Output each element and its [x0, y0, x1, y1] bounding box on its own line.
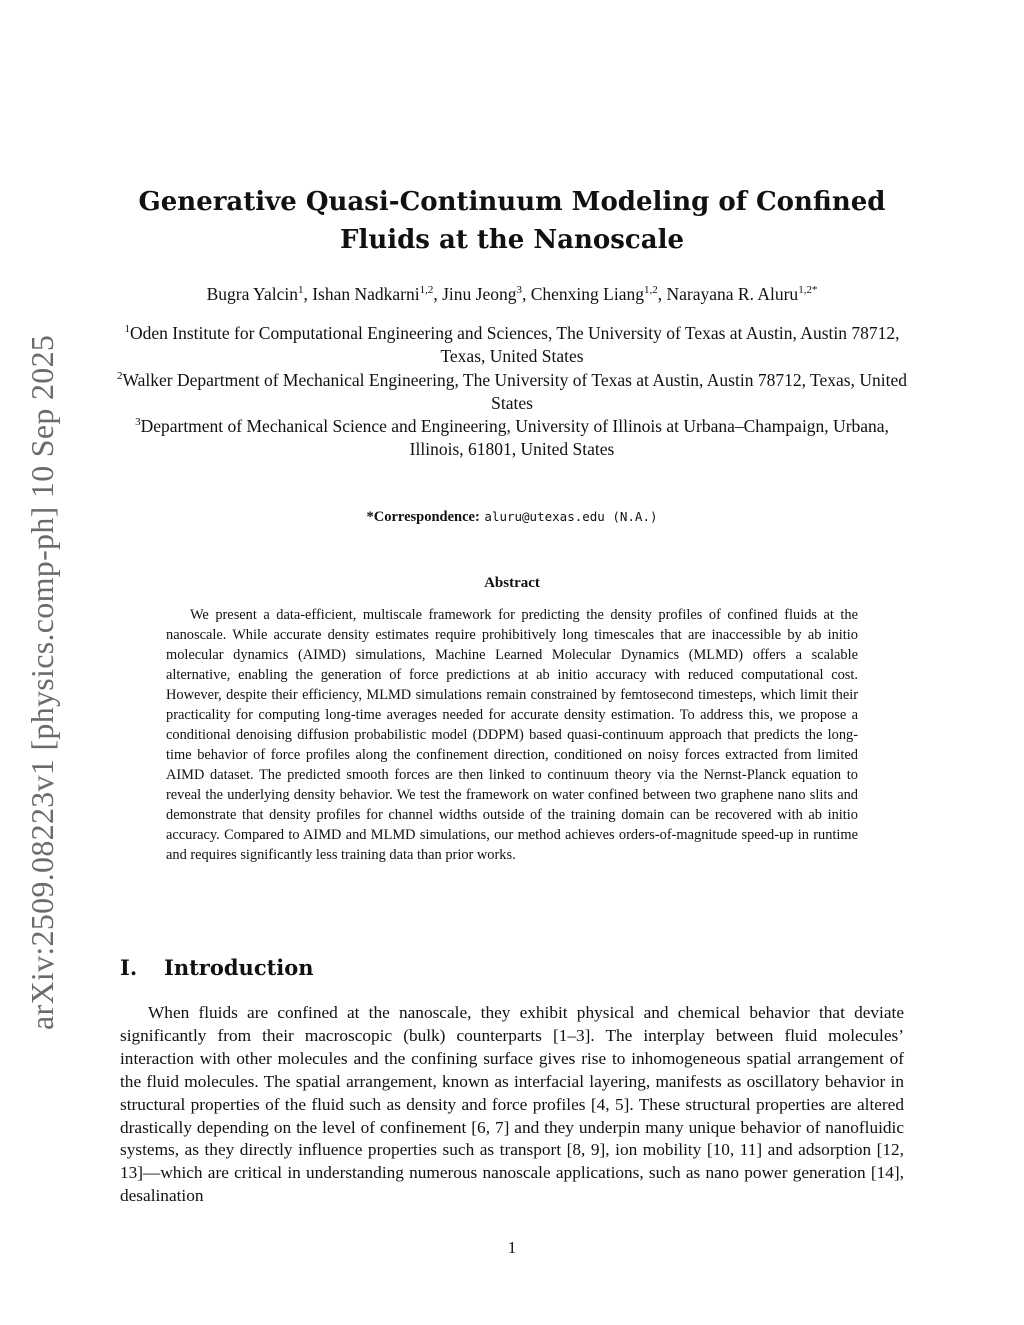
author-affiliation-mark: 3	[516, 284, 522, 297]
abstract-heading: Abstract	[484, 575, 540, 591]
introduction-text: When fluids are confined at the nanoscale, they exhibit physical and chemical behavior that deviate significantly from their macroscopic (bulk) counterparts [1–3]. The interplay between fluid molecules’ interaction with other molecules and the confining surface gives rise to inhomogeneous spatial arrangement of the fluid molecules. The spatial arrangement, known as interfacial layering, manifests as oscillatory behavior in structural properties of the fluid such as density and force profiles [4, 5]. These structural properties are altered drastically depending on the level of confinement [6, 7] and they underpin many unique behavior of nanofluidic systems, as they directly influence properties such as transport [8, 9], ion mobility [10, 11] and adsorption [12, 13]—which are critical in understanding numerous nanoscale applications, such as nano power generation [14], desalination	[120, 1003, 904, 1206]
section-number: I.	[120, 955, 138, 980]
title-line-2: Fluids at the Nanoscale	[340, 225, 684, 255]
page-number: 1	[507, 1238, 517, 1257]
affiliation-item	[115, 415, 909, 462]
arxiv-identifier: arXiv:2509.08223v1 [physics.comp-ph] 10 Sep 2025	[24, 334, 60, 1030]
author-name: Narayana R. Aluru	[666, 284, 799, 304]
author-list: Bugra Yalcin$^1$, Ishan Nadkarni$^{1,2}$, Jinu Jeong$^3$, Chenxing Liang$^{1,2}$, Narayana R. Aluru$^{1,2*}$	[206, 284, 818, 304]
section-heading-introduction	[120, 955, 314, 980]
correspondence-label: *Correspondence:	[366, 509, 480, 525]
affiliation-item	[115, 369, 909, 416]
affiliation-text: Department of Mechanical Science and Engineering, University of Illinois at Urbana–Champaign, Urbana, Illinois, 61801, United States	[140, 416, 889, 460]
affiliation-text: Walker Department of Mechanical Engineering, The University of Texas at Austin, Austin 78712, Texas, United States	[122, 369, 907, 413]
affiliation-mark: 3	[135, 416, 141, 429]
title-line-1: Generative Quasi-Continuum Modeling of Confined	[138, 187, 886, 217]
author-name: Jinu Jeong	[442, 284, 517, 304]
affiliation-list	[115, 322, 909, 462]
author-affiliation-mark: 1,2*	[798, 284, 818, 297]
author-name: Bugra Yalcin	[206, 284, 298, 304]
correspondence-line	[120, 507, 904, 527]
author-name: Chenxing Liang	[530, 284, 644, 304]
section-title: Introduction	[164, 955, 314, 980]
affiliation-mark: 2	[117, 369, 123, 382]
paper-title	[120, 183, 904, 259]
affiliation-text: Oden Institute for Computational Engineering and Sciences, The University of Texas at Austin, Austin 78712, Texas, United States	[130, 323, 900, 367]
author-affiliation-mark: 1,2	[419, 284, 434, 297]
correspondence-email[interactable]: aluru@utexas.edu (N.A.)	[484, 509, 658, 524]
author-name: Ishan Nadkarni	[312, 284, 420, 304]
abstract-text: We present a data-efficient, multiscale framework for predicting the density profiles of confined fluids at the nanoscale. While accurate density estimates require prohibitively long timescales that are inaccessible by ab initio molecular dynamics (AIMD) simulations, Machine Learned Molecular Dynamics (MLMD) offers a scalable alternative, enabling the generation of force predictions at ab initio accuracy with reduced computational cost. However, despite their efficiency, MLMD simulations remain constrained by femtosecond timesteps, which limit their practicality for computing long-time averages needed for accurate density estimation. To address this, we propose a conditional denoising diffusion probabilistic model (DDPM) based quasi-continuum approach that predicts the long-time behavior of force profiles along the confinement direction, conditioned on noisy forces extracted from limited AIMD dataset. The predicted smooth forces are then linked to continuum theory via the Nernst-Planck equation to reveal the underlying density behavior. We test the framework on water confined between two graphene nano slits and demonstrate that density profiles for channel widths outside of the training domain can be recovered with ab initio accuracy. Compared to AIMD and MLMD simulations, our method achieves orders-of-magnitude speed-up in runtime and requires significantly less training data than prior works.	[166, 607, 858, 863]
affiliation-mark: 1	[124, 323, 131, 336]
author-affiliation-mark: 1	[297, 284, 304, 297]
author-affiliation-mark: 1,2	[643, 284, 658, 297]
affiliation-item	[115, 322, 909, 369]
